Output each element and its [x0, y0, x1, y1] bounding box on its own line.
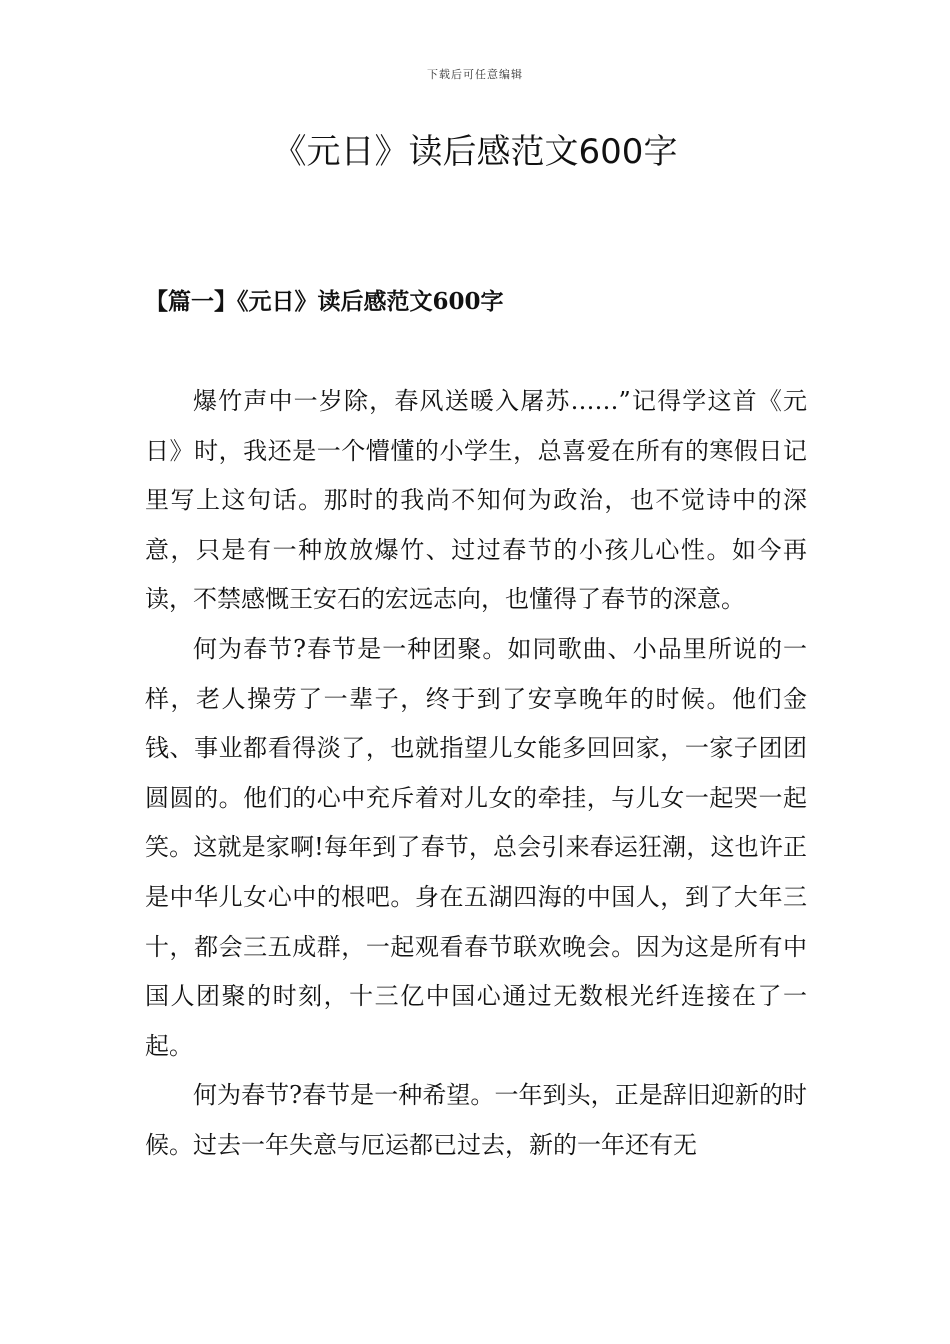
header-note: 下载后可任意编辑 — [427, 68, 523, 81]
paragraph-3: 何为春节?春节是一种希望。一年到头，正是辞旧迎新的时候。过去一年失意与厄运都已过去，新的一年还有无 — [145, 1081, 807, 1159]
document-title: 《元日》读后感范文600字 — [272, 132, 678, 172]
document-body — [145, 377, 807, 1171]
paragraph-2: 何为春节?春节是一种团聚。如同歌曲、小品里所说的一样，老人操劳了一辈子，终于到了安享晚年的时候。他们金钱、事业都看得淡了，也就指望儿女能多回回家，一家子团团圆圆的。他们的心中充斥着对儿女的牵挂，与儿女一起哭一起笑。这就是家啊!每年到了春节，总会引来春运狂潮，这也许正是中华儿女心中的根吧。身在五湖四海的中国人，到了大年三十，都会三五成群，一起观看春节联欢晚会。因为这是所有中国人团聚的时刻，十三亿中国心通过无数根光纤连接在了一起。 — [145, 634, 807, 1060]
paragraph-1: 爆竹声中一岁除，春风送暖入屠苏……”记得学这首《元日》时，我还是一个懵懂的小学生，总喜爱在所有的寒假日记里写上这句话。那时的我尚不知何为政治，也不觉诗中的深意，只是有一种放放爆竹、过过春节的小孩儿心性。如今再读，不禁感慨王安石的宏远志向，也懂得了春节的深意。 — [145, 387, 807, 614]
section-heading: 【篇一】《元日》读后感范文600字 — [145, 288, 504, 315]
